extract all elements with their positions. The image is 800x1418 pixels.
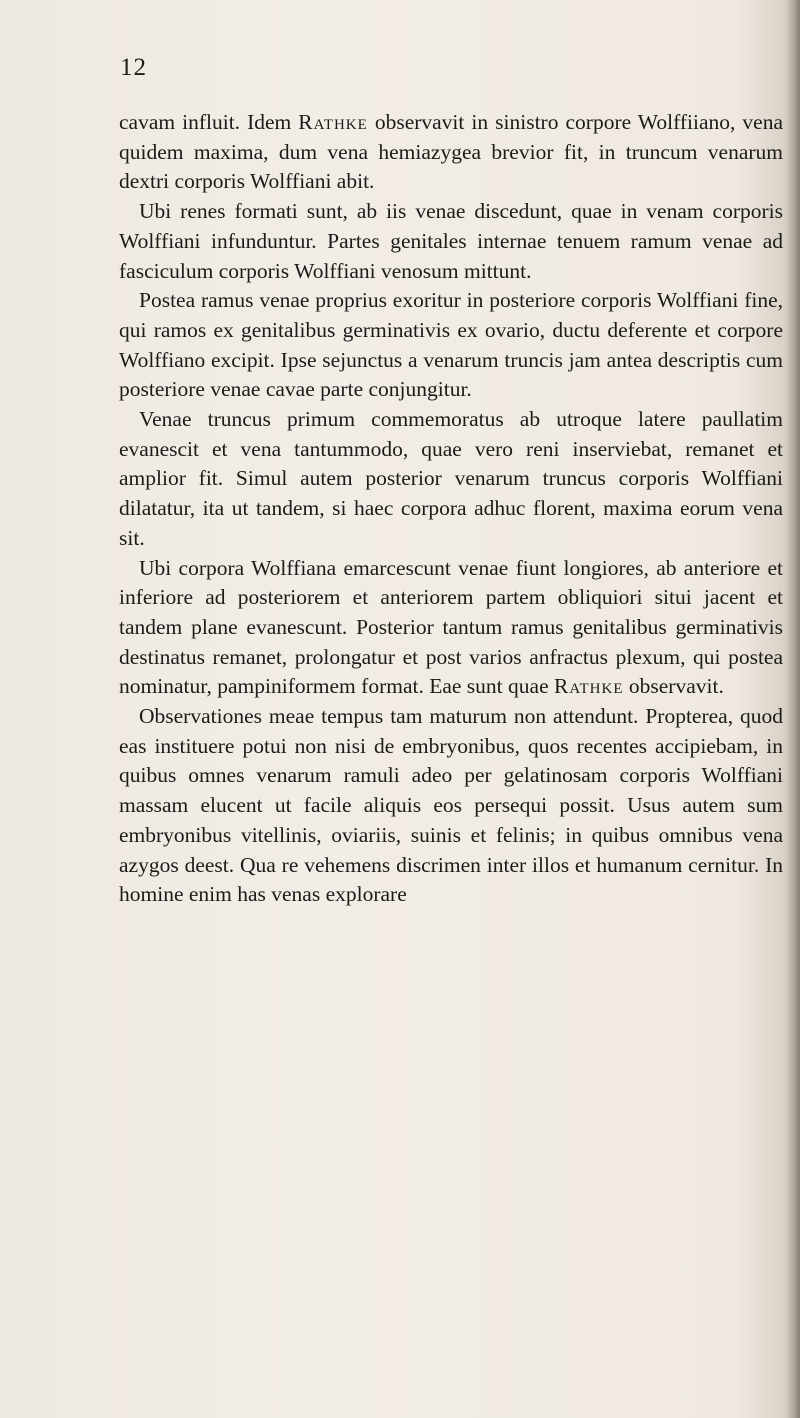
paragraph (119, 108, 783, 197)
author-name: Rathke (554, 674, 624, 699)
paragraph-text: Venae truncus primum commemoratus ab utroque latere paullatim evanescit et vena tantummodo, quae vero reni inserviebat, remanet et amplior fit. Simul autem posterior venarum truncus corporis Wolffiani dilatatur, ita ut tandem, si haec corpora adhuc florent, maxima eorum vena sit. (119, 407, 783, 550)
paragraph (119, 554, 783, 703)
author-name: Rathke (298, 110, 368, 134)
paragraph (119, 405, 783, 554)
page-edge-shadow (786, 0, 800, 1418)
paragraph (119, 702, 783, 910)
paragraph-text: Ubi corpora Wolffiana emarcescunt venae fiunt longiores, ab anteriore et inferiore ad posteriorem et anteriorem partem obliquiori situi jacent et tandem plane evanescunt. Posterior tantum ramus genitalibus germinativis destinatus remanet, prolongatur et post varios anfractus plexum, qui postea nominatur, pampiniformem format. Eae sunt quae (119, 555, 783, 699)
paragraph-text: observavit. (623, 674, 724, 699)
page-number: 12 (120, 54, 147, 81)
paragraph-text: Observationes meae tempus tam maturum non attendunt. Propterea, quod eas instituere potui non nisi de embryonibus, quos recentes accipiebam, in quibus omnes venarum ramuli adeo per gelatinosam corporis Wolffiani massam elucent ut facile aliquis eos persequi possit. Usus autem sum embryonibus vitellinis, oviariis, suinis et felinis; in quibus omnibus vena azygos deest. Qua re vehemens discrimen inter illos et humanum cernitur. In homine enim has venas explorare (119, 704, 783, 907)
body-text (119, 108, 783, 910)
paragraph-text: Postea ramus venae proprius exoritur in posteriore corporis Wolffiani fine, qui ramos ex genitalibus germinativis ex ovario, ductu deferente et corpore Wolffiano excipit. Ipse sejunctus a venarum truncis jam antea descriptis cum posteriore venae cavae parte conjungitur. (119, 288, 783, 402)
paragraph (119, 286, 783, 405)
paragraph (119, 197, 783, 286)
paragraph-text: observavit in sinistro corpore Wolffiiano, vena quidem maxima, dum vena hemiazygea brevior fit, in truncum venarum dextri corporis Wolffiani abit. (119, 110, 783, 194)
paragraph-text: Ubi renes formati sunt, ab iis venae discedunt, quae in venam corporis Wolffiani infunduntur. Partes genitales internae tenuem ramum venae ad fasciculum corporis Wolffiani venosum mittunt. (119, 199, 783, 283)
paragraph-text: cavam influit. Idem (119, 110, 299, 134)
